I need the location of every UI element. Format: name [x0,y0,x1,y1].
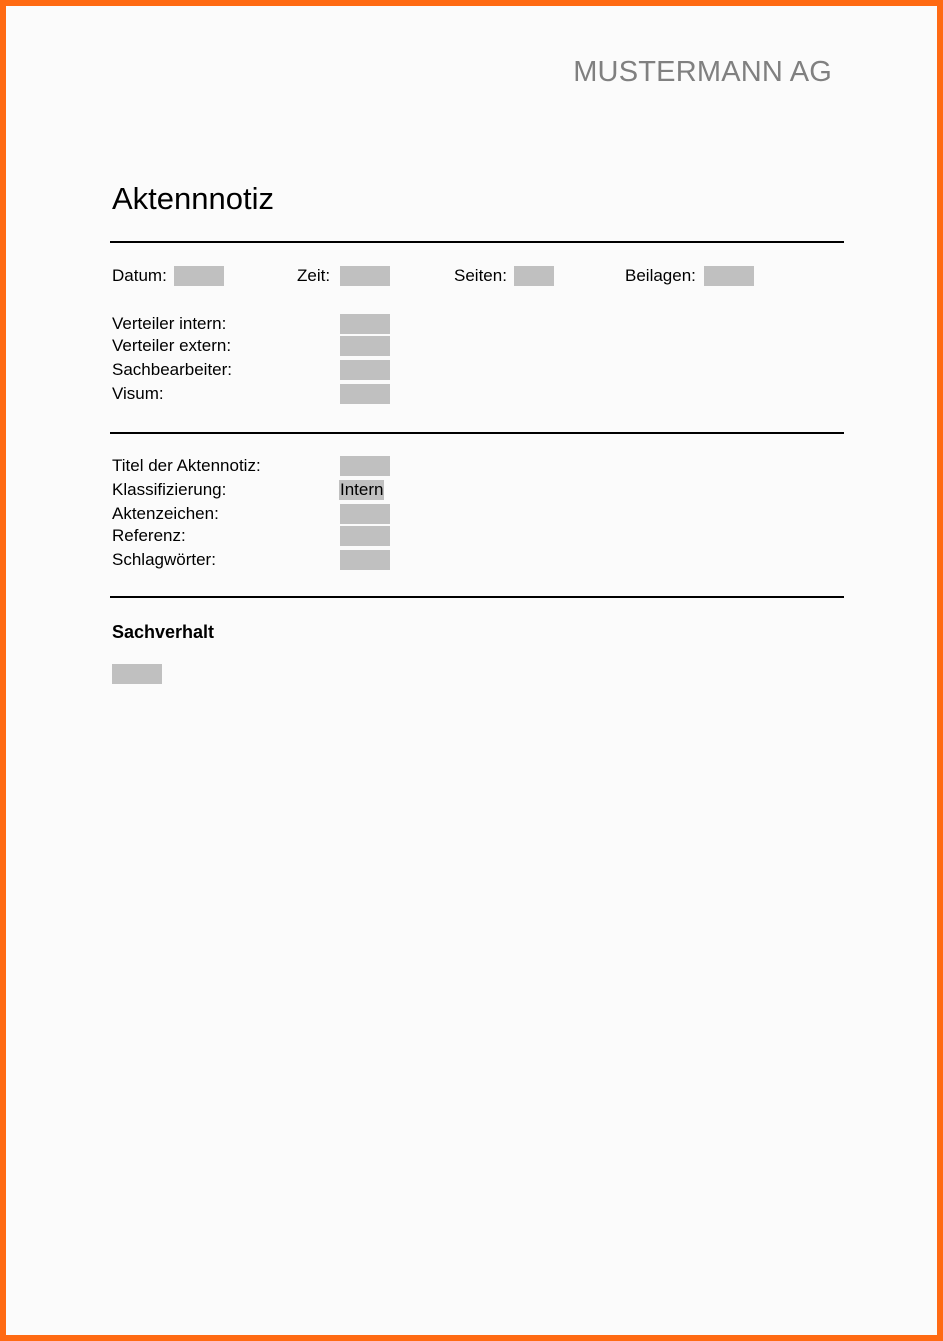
seiten-field[interactable] [514,266,554,286]
visum-label: Visum: [112,384,164,403]
company-name: MUSTERMANN AG [573,56,832,88]
sachverhalt-field[interactable] [112,664,162,684]
schlagwoerter-label: Schlagwörter: [112,550,216,569]
zeit-field[interactable] [340,266,390,286]
klassifizierung-label: Klassifizierung: [112,480,227,499]
zeit-label: Zeit: [297,266,331,285]
sachbearbeiter-field[interactable] [340,360,390,380]
sachverhalt-heading: Sachverhalt [112,622,215,642]
verteiler-intern-field[interactable] [340,314,390,334]
verteiler-extern-label: Verteiler extern: [112,336,232,355]
verteiler-intern-label: Verteiler intern: [112,314,227,333]
divider-top [110,241,844,243]
visum-field[interactable] [340,384,390,404]
titel-field[interactable] [340,456,390,476]
beilagen-field[interactable] [704,266,754,286]
verteiler-extern-field[interactable] [340,336,390,356]
aktenzeichen-label: Aktenzeichen: [112,504,219,523]
seiten-label: Seiten: [454,266,507,285]
document-title: Aktennnotiz [112,181,274,216]
schlagwoerter-field[interactable] [340,550,390,570]
sachbearbeiter-label: Sachbearbeiter: [112,360,233,379]
divider-middle [110,432,844,434]
datum-field[interactable] [174,266,224,286]
referenz-label: Referenz: [112,526,186,545]
datum-label: Datum: [112,266,167,285]
klassifizierung-field[interactable]: Intern [340,480,384,499]
titel-label: Titel der Aktennotiz: [112,456,261,475]
aktenzeichen-field[interactable] [340,504,390,524]
beilagen-label: Beilagen: [625,266,696,285]
divider-bottom [110,596,844,598]
referenz-field[interactable] [340,526,390,546]
